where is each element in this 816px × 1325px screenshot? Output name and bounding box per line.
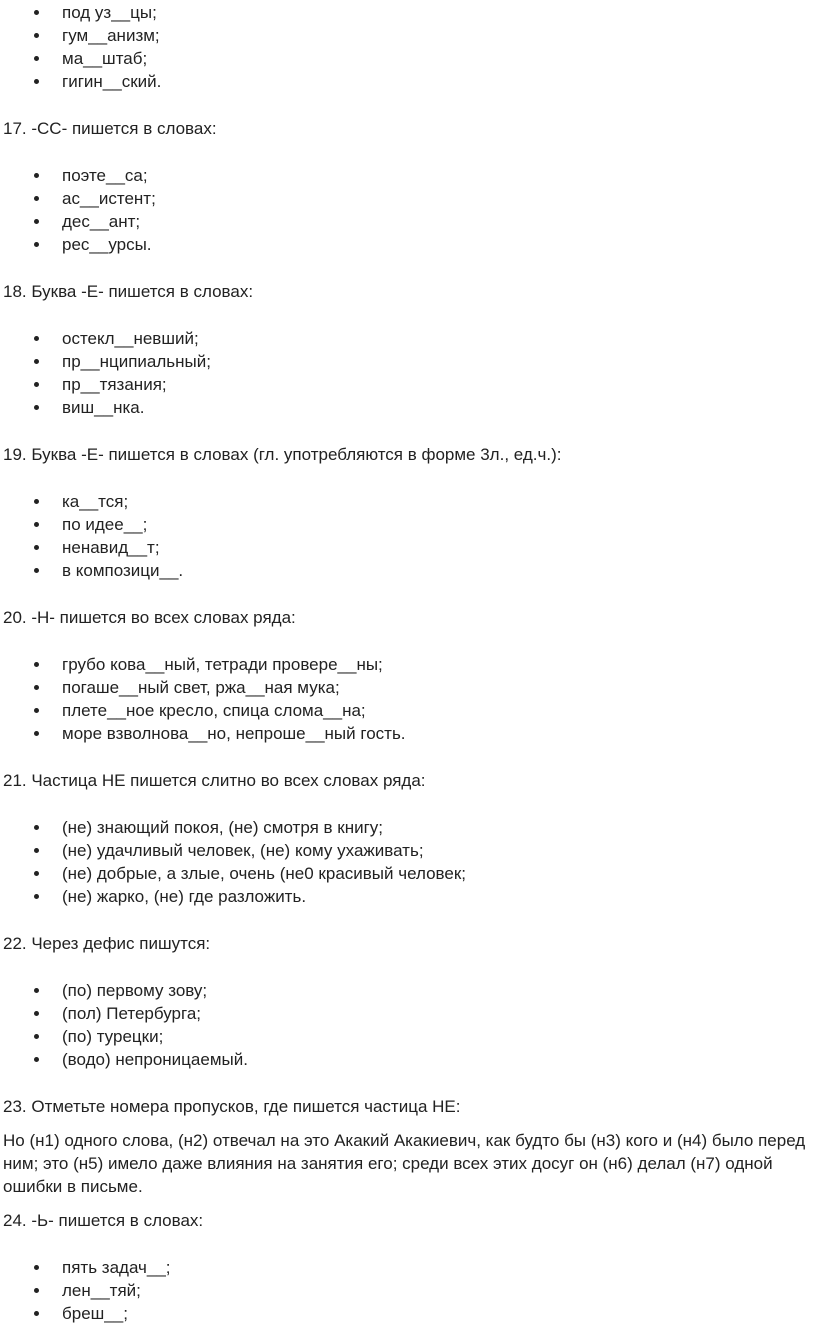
list-item: пр__тязания; [0, 373, 816, 396]
list-item: ка__тся; [0, 490, 816, 513]
list-top [0, 1, 816, 93]
list-item: плете__ное кресло, спица слома__на; [0, 699, 816, 722]
list-item: (не) жарко, (не) где разложить. [0, 885, 816, 908]
list-item: гигин__ский. [0, 70, 816, 93]
list-item: (не) удачливый человек, (не) кому ухаживать; [0, 839, 816, 862]
list-item: море взволнова__но, непроше__ный гость. [0, 722, 816, 745]
list-item: ненавид__т; [0, 536, 816, 559]
question-24-options [0, 1256, 816, 1325]
list-item: по идее__; [0, 513, 816, 536]
list-item: (не) добрые, а злые, очень (не0 красивый человек; [0, 862, 816, 885]
question-22-options [0, 979, 816, 1071]
list-item: грубо кова__ный, тетради провере__ны; [0, 653, 816, 676]
list-item: (водо) непроницаемый. [0, 1048, 816, 1071]
question-21-options [0, 816, 816, 908]
list-item: дес__ант; [0, 210, 816, 233]
question-20-title: 20. -Н- пишется во всех словах ряда: [3, 608, 296, 627]
question-21-title: 21. Частица НЕ пишется слитно во всех словах ряда: [3, 771, 426, 790]
question-23-title: 23. Отметьте номера пропусков, где пишется частица НЕ: [3, 1097, 461, 1116]
list-item: остекл__невший; [0, 327, 816, 350]
list-item: ма__штаб; [0, 47, 816, 70]
question-19-options [0, 490, 816, 582]
list-item: (по) первому зову; [0, 979, 816, 1002]
question-20-options [0, 653, 816, 745]
list-item: под уз__цы; [0, 1, 816, 24]
list-item: бреш__; [0, 1302, 816, 1325]
question-19-title: 19. Буква -Е- пишется в словах (гл. употребляются в форме 3л., ед.ч.): [3, 445, 562, 464]
list-item: виш__нка. [0, 396, 816, 419]
question-22-title: 22. Через дефис пишутся: [3, 934, 211, 953]
question-18-options [0, 327, 816, 419]
list-item: (не) знающий покоя, (не) смотря в книгу; [0, 816, 816, 839]
list-item: гум__анизм; [0, 24, 816, 47]
list-item: поэте__са; [0, 164, 816, 187]
list-item: ас__истент; [0, 187, 816, 210]
question-23-text: Но (н1) одного слова, (н2) отвечал на это Акакий Акакиевич, как будто бы (н3) кого и (н4) было перед ним; это (н5) имело даже влияния на занятия его; среди всех этих досуг он (н6) делал (н7) одной ошибки в письме. [3, 1131, 806, 1196]
question-17-options [0, 164, 816, 256]
list-item: пять задач__; [0, 1256, 816, 1279]
question-24-title: 24. -Ь- пишется в словах: [3, 1211, 204, 1230]
list-item: пр__нципиальный; [0, 350, 816, 373]
question-17-title: 17. -СС- пишется в словах: [3, 119, 217, 138]
list-item: (по) турецки; [0, 1025, 816, 1048]
list-item: погаше__ный свет, ржа__ная мука; [0, 676, 816, 699]
list-item: лен__тяй; [0, 1279, 816, 1302]
list-item: в композици__. [0, 559, 816, 582]
list-item: (пол) Петербурга; [0, 1002, 816, 1025]
list-item: рес__урсы. [0, 233, 816, 256]
question-18-title: 18. Буква -Е- пишется в словах: [3, 282, 254, 301]
